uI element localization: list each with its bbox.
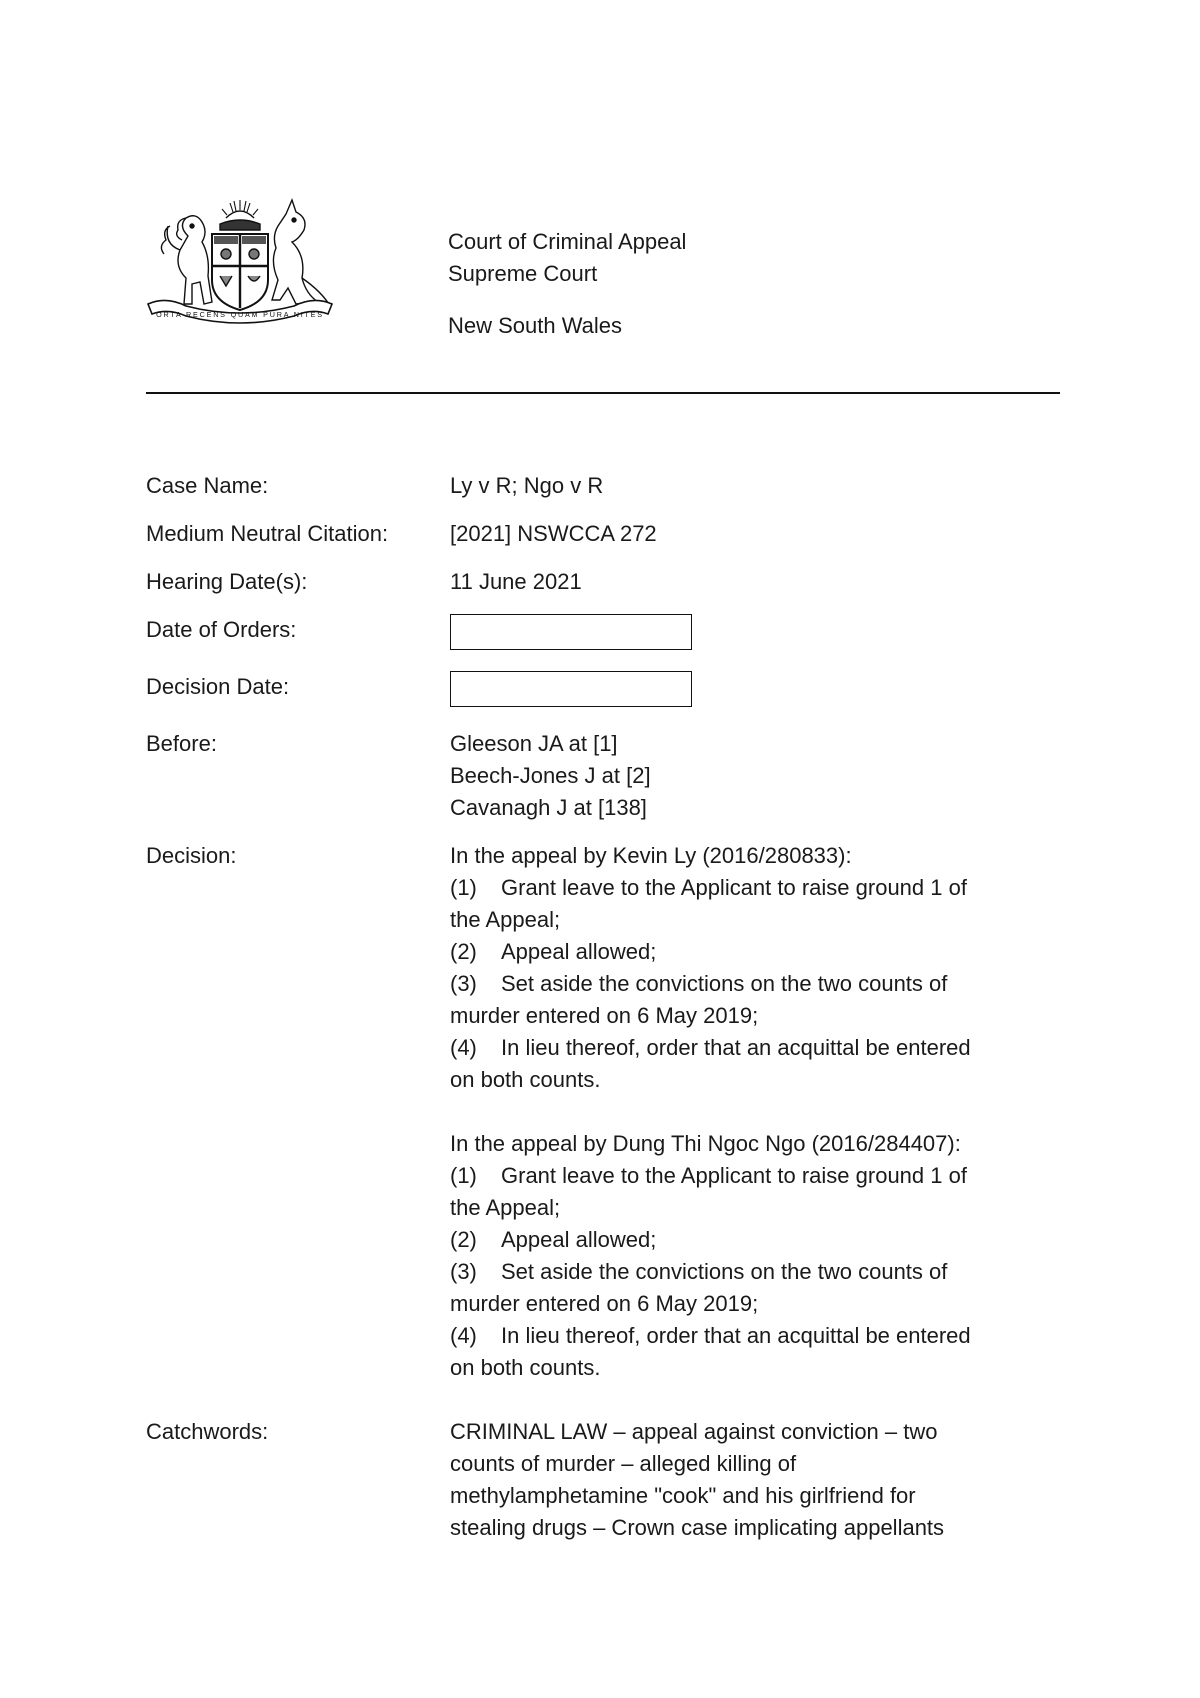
catchwords-line: stealing drugs – Crown case implicating appellants (450, 1515, 945, 1540)
catchwords-label: Catchwords: (146, 1419, 269, 1444)
case-name-value: Ly v R; Ngo v R (450, 473, 604, 498)
court-division: Supreme Court (448, 261, 598, 286)
case-name-label: Case Name: (146, 473, 269, 498)
order-continuation: the Appeal; (450, 907, 561, 932)
appeal-heading: In the appeal by Dung Thi Ngoc Ngo (2016/284407): (450, 1131, 961, 1156)
decision-date-field (450, 671, 692, 707)
court-header (448, 226, 686, 342)
order-item (450, 1160, 1040, 1192)
hearing-date-label: Hearing Date(s): (146, 569, 308, 594)
order-number: (3) (450, 971, 477, 996)
order-number: (1) (450, 875, 477, 900)
catchwords-line: methylamphetamine "cook" and his girlfriend for (450, 1483, 916, 1508)
order-item (450, 1256, 1040, 1288)
order-number: (3) (450, 1259, 477, 1284)
date-of-orders-field (450, 614, 692, 650)
before-label: Before: (146, 731, 217, 756)
order-item (450, 872, 1040, 904)
order-item (450, 1224, 1040, 1256)
judge-entry: Cavanagh J at [138] (450, 795, 647, 820)
date-of-orders-label: Date of Orders: (146, 617, 297, 642)
catchwords-line: counts of murder – alleged killing of (450, 1451, 797, 1476)
order-continuation: murder entered on 6 May 2019; (450, 1291, 759, 1316)
judges-list (450, 728, 1040, 824)
order-text: Appeal allowed; (501, 939, 657, 964)
order-number: (4) (450, 1035, 477, 1060)
court-name: Court of Criminal Appeal (448, 229, 687, 254)
order-text: Appeal allowed; (501, 1227, 657, 1252)
decision-label: Decision: (146, 843, 237, 868)
order-continuation: on both counts. (450, 1355, 601, 1380)
catchwords-text (450, 1416, 1040, 1544)
order-text: Set aside the convictions on the two counts of (501, 1259, 948, 1284)
hearing-date-value: 11 June 2021 (450, 569, 582, 594)
crest-motto: ORTA RECENS QUAM PURA NITES (156, 310, 324, 319)
order-item (450, 968, 1040, 1000)
judge-entry: Gleeson JA at [1] (450, 731, 618, 756)
appeal-heading: In the appeal by Kevin Ly (2016/280833): (450, 843, 852, 868)
order-item (450, 1032, 1040, 1064)
jurisdiction: New South Wales (448, 313, 623, 338)
order-text: Grant leave to the Applicant to raise ground 1 of (501, 875, 967, 900)
catchwords-line: CRIMINAL LAW – appeal against conviction – two (450, 1419, 938, 1444)
order-text: Grant leave to the Applicant to raise ground 1 of (501, 1163, 967, 1188)
order-text: Set aside the convictions on the two counts of (501, 971, 948, 996)
decision-date-label: Decision Date: (146, 674, 290, 699)
order-text: In lieu thereof, order that an acquittal be entered (501, 1323, 971, 1348)
judge-entry: Beech-Jones J at [2] (450, 763, 651, 788)
nsw-coat-of-arms-icon (146, 196, 334, 328)
order-continuation: on both counts. (450, 1067, 601, 1092)
order-item (450, 1320, 1040, 1352)
order-item (450, 936, 1040, 968)
order-number: (4) (450, 1323, 477, 1348)
citation-label: Medium Neutral Citation: (146, 521, 389, 546)
order-number: (2) (450, 939, 477, 964)
header-divider (146, 392, 1060, 394)
order-continuation: murder entered on 6 May 2019; (450, 1003, 759, 1028)
order-continuation: the Appeal; (450, 1195, 561, 1220)
order-text: In lieu thereof, order that an acquittal be entered (501, 1035, 971, 1060)
decision-orders (450, 840, 1040, 1384)
order-number: (2) (450, 1227, 477, 1252)
order-number: (1) (450, 1163, 477, 1188)
citation-value: [2021] NSWCCA 272 (450, 521, 657, 546)
